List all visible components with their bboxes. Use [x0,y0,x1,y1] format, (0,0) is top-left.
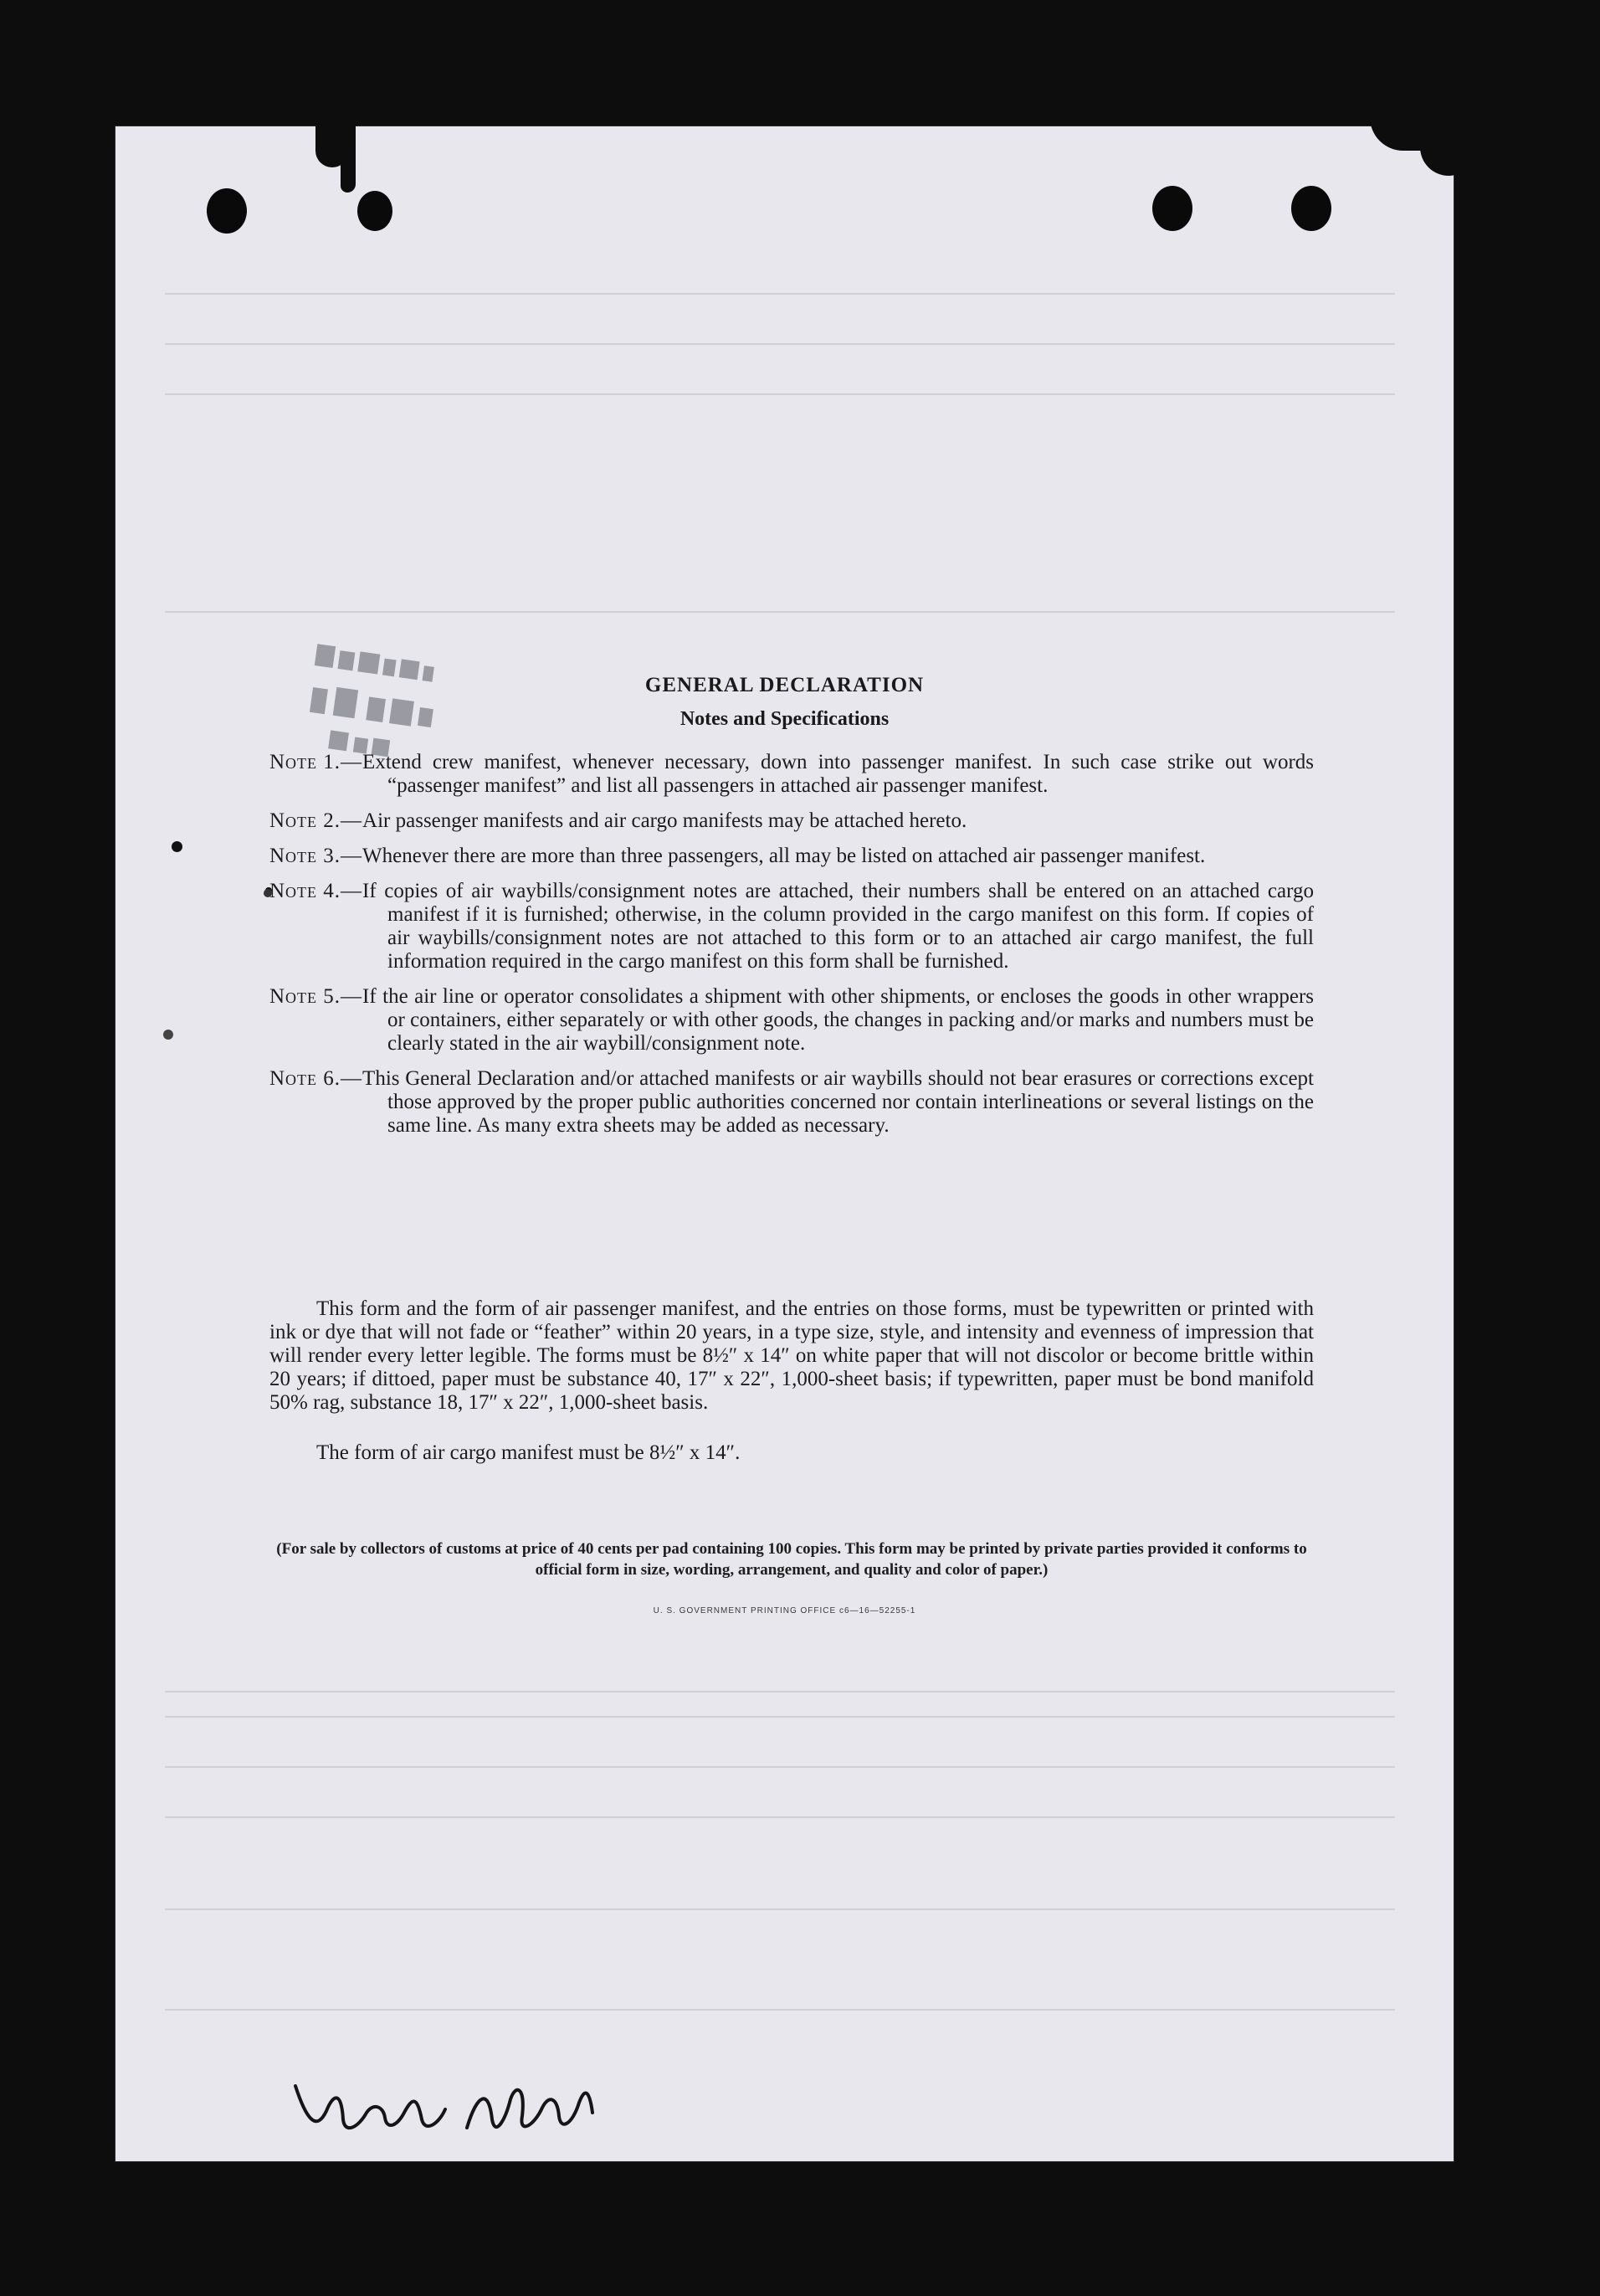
handwritten-signature [291,2069,609,2149]
note-item [269,1067,1314,1138]
note-item [269,809,1314,833]
punch-hole [207,188,247,234]
notes-list [269,751,1314,1149]
specification-paragraph: This form and the form of air passenger manifest, and the entries on those forms, must be typewritten or printed with ink or dye that will not fade or “feather” within 20 years, in a type size, style, and intensity and evenness of impression that will render every letter legible. The forms must be 8½″ x 14″ on white paper that will not discolor or become brittle within 20 years; if dittoed, paper must be substance 40, 17″ x 22″, 1,000-sheet basis; if typewritten, paper must be bond manifold 50% rag, substance 18, 17″ x 22″, 1,000-sheet basis. [269,1297,1314,1414]
note-item [269,985,1314,1056]
page-title: GENERAL DECLARATION [644,674,925,696]
show-through-line [165,1716,1395,1718]
punch-hole [1152,186,1192,231]
show-through-line [165,2009,1395,2011]
note-text: Extend crew manifest, whenever necessary, down into passenger manifest. In such case strike out words “passenger manifest” and list all passengers in attached air passenger manifest. [362,751,1314,797]
torn-edge [341,117,356,193]
show-through-line [165,1691,1395,1692]
punch-hole [1291,186,1331,231]
show-through-line [165,611,1395,613]
note-label: Note 6.— [269,1067,363,1090]
note-label: Note 3.— [269,845,363,867]
printing-office-line: U. S. GOVERNMENT PRINTING OFFICE c6—16—52255-1 [653,1606,916,1615]
page-subtitle: Notes and Specifications [679,708,890,730]
note-text: This General Declaration and/or attached manifests or air waybills should not bear erasures or corrections except those approved by the proper public authorities concerned nor contain interlineations or several listings on the same line. As many extra sheets may be added as necessary. [362,1067,1314,1137]
note-label: Note 2.— [269,809,363,832]
show-through-line [165,1766,1395,1768]
note-label: Note 1.— [269,751,363,773]
ink-dot [172,841,182,852]
ink-dot [163,1030,173,1040]
show-through-line [165,293,1395,295]
cargo-manifest-size-paragraph: The form of air cargo manifest must be 8½″ x 14″. [316,1441,741,1464]
note-item [269,845,1314,868]
note-text: Air passenger manifests and air cargo manifests may be attached hereto. [362,809,967,832]
note-label: Note 4.— [269,880,363,902]
note-item [269,880,1314,973]
note-label: Note 5.— [269,985,363,1008]
show-through-line [165,1908,1395,1910]
note-text: If copies of air waybills/consignment notes are attached, their numbers shall be entered on an attached cargo manifest if it is furnished; otherwise, in the column provided in the cargo manifest on this form. If copies of air waybills/consignment notes are not attached to this form or to an attached air cargo manifest, the full information required in the cargo manifest on this form shall be furnished. [362,880,1314,973]
note-text: Whenever there are more than three passengers, all may be listed on attached air passenger manifest. [362,845,1206,867]
note-text: If the air line or operator consolidates a shipment with other shipments, or encloses the goods in other wrappers or containers, either separately or with other goods, the changes in packing and/or marks and numbers must be clearly stated in the air waybill/consignment note. [362,985,1314,1055]
note-item [269,751,1314,798]
show-through-line [165,1816,1395,1818]
show-through-line [165,343,1395,345]
torn-edge [1420,117,1470,176]
sale-note: (For sale by collectors of customs at price of 40 cents per pad containing 100 copies. This form may be printed by private parties provided it conforms to official form in size, wording, arrangement, and quality and color of paper.) [276,1540,1307,1579]
show-through-line [165,393,1395,395]
punch-hole [357,191,392,231]
